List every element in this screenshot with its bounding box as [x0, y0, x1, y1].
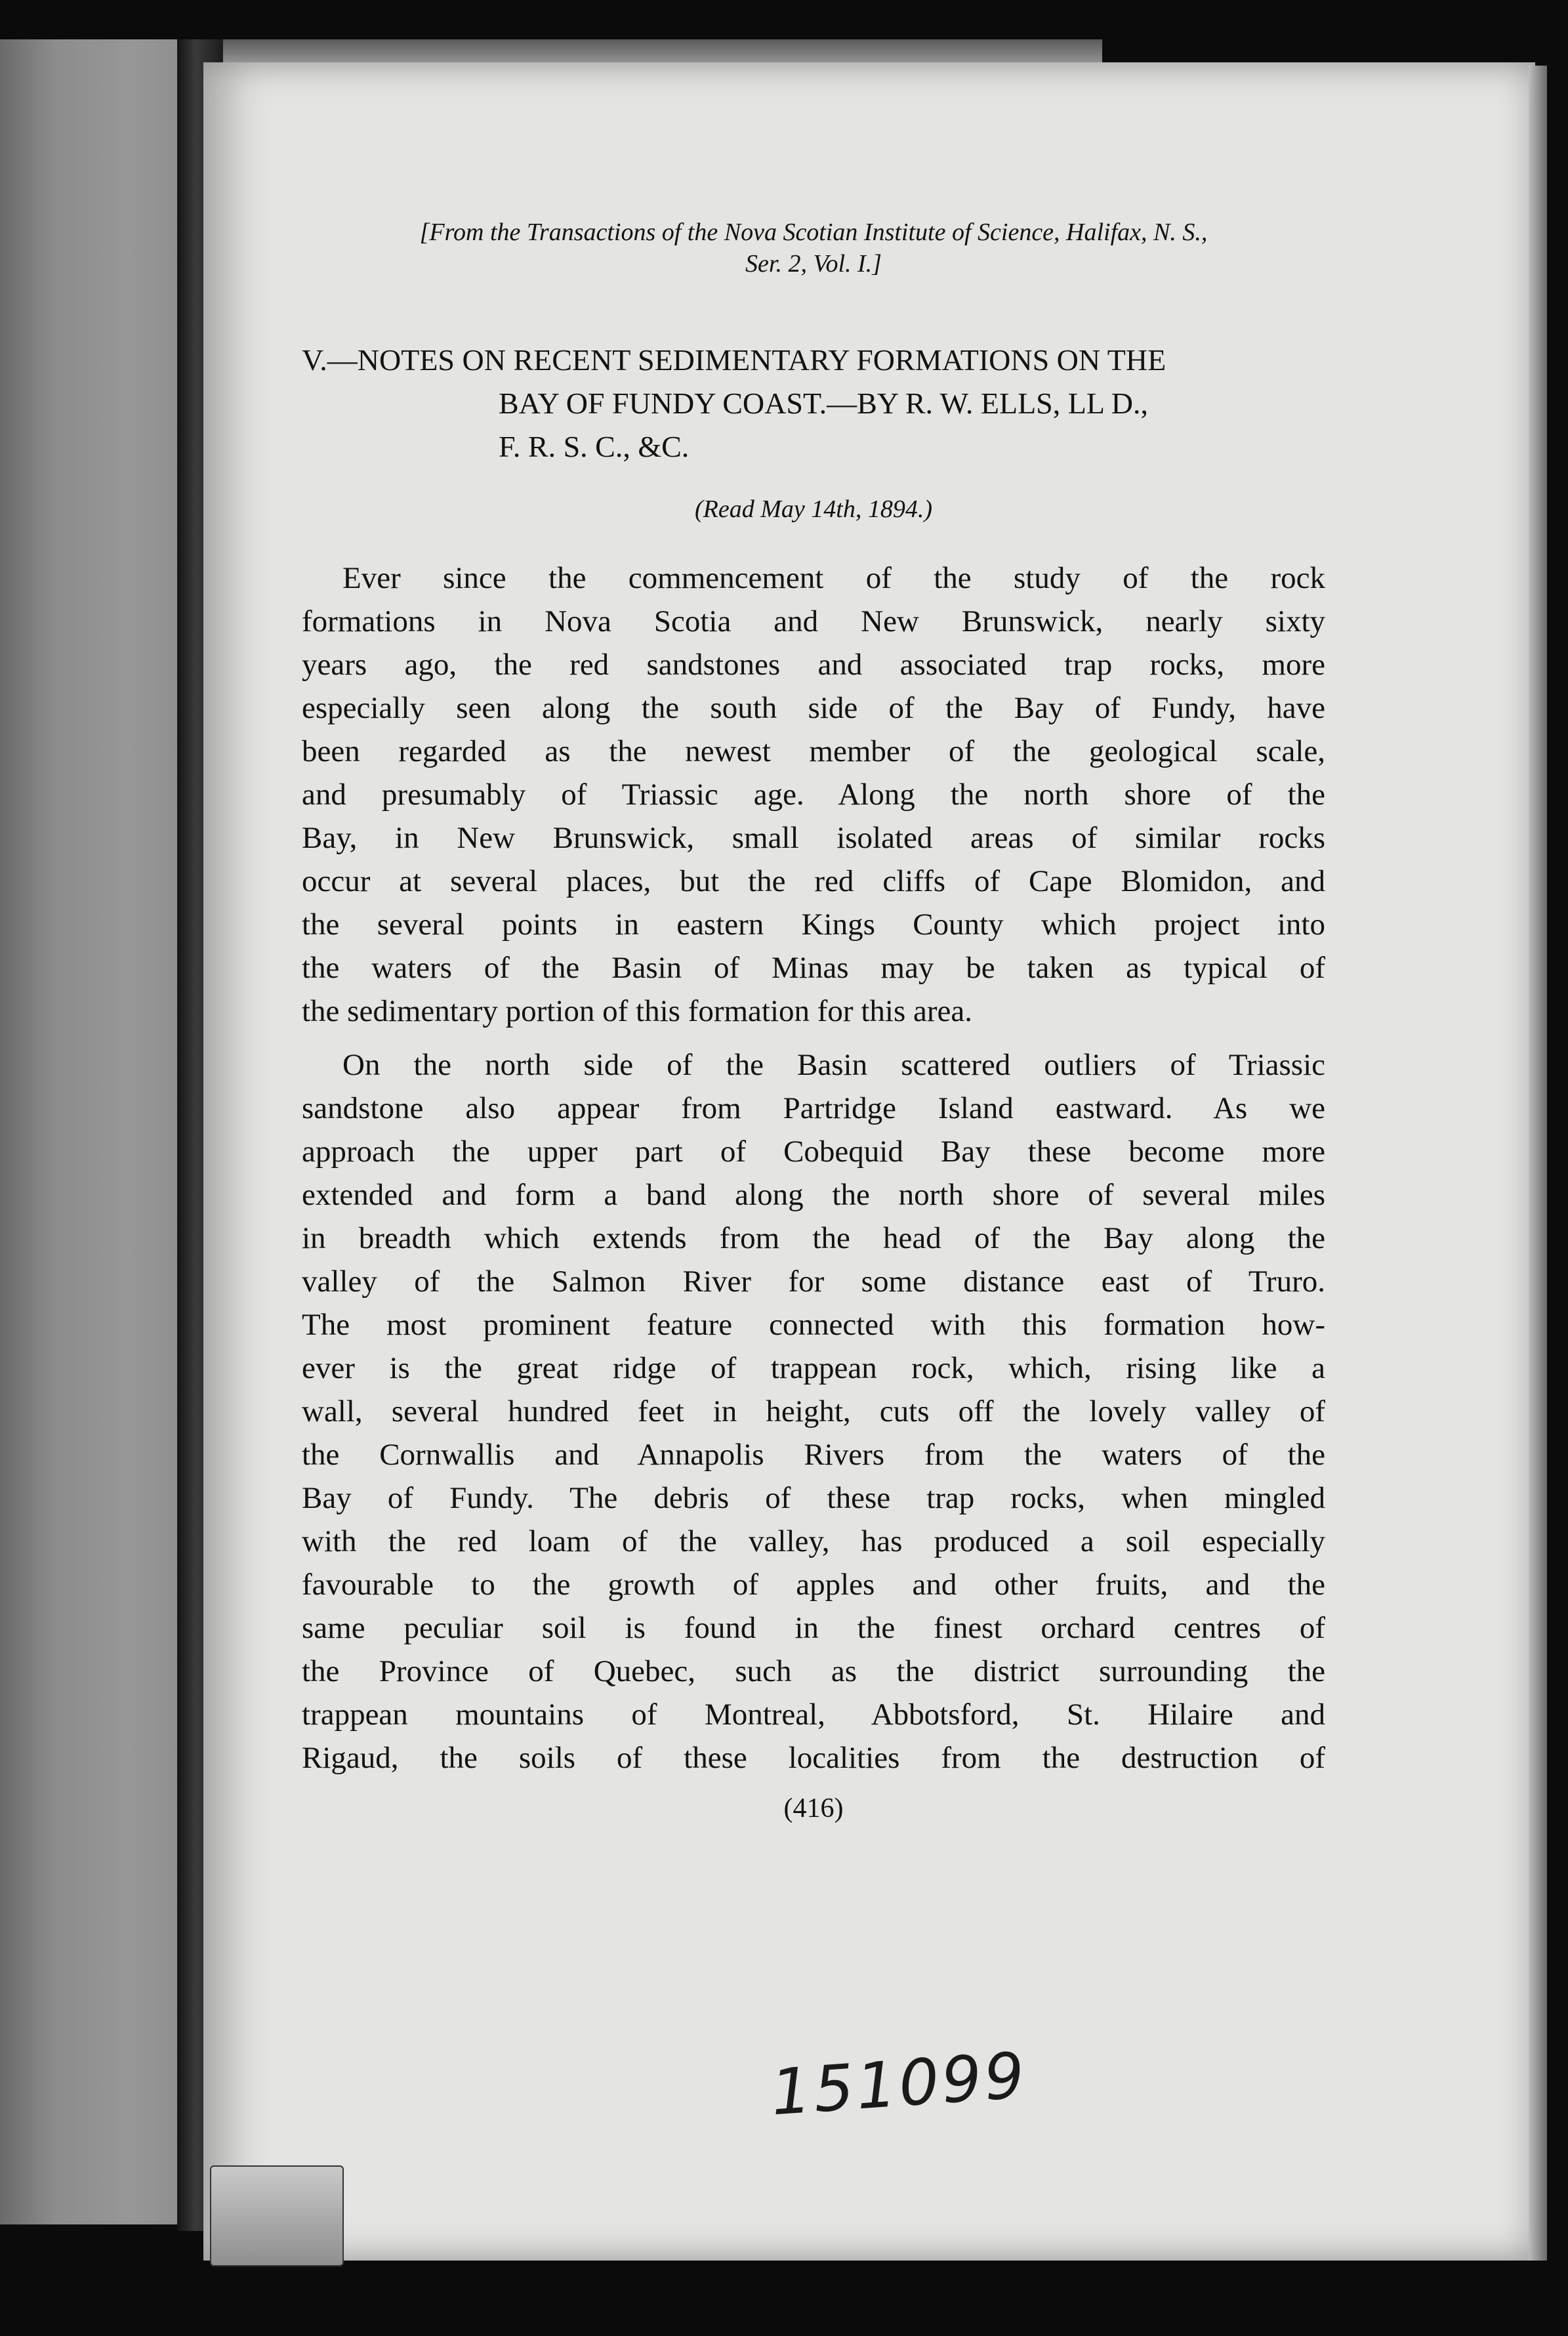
text-line: and presumably of Triassic age. Along the north shore of the [302, 778, 1325, 812]
text-line: the Province of Quebec, such as the district surrounding the [302, 1654, 1325, 1688]
text-line: especially seen along the south side of the Bay of Fundy, have [302, 691, 1325, 725]
text-line: in breadth which extends from the head of the Bay along the [302, 1221, 1325, 1255]
text-line: trappean mountains of Montreal, Abbotsford, St. Hilaire and [302, 1698, 1325, 1732]
title-line-3: F. R. S. C., &C. [499, 430, 690, 463]
title-line-1: V.—NOTES ON RECENT SEDIMENTARY FORMATIONS ON THE [302, 343, 1166, 377]
text-line: Bay, in New Brunswick, small isolated areas of similar rocks [302, 821, 1325, 855]
text-line: Rigaud, the soils of these localities from the destruction of [302, 1741, 1325, 1775]
text-line: same peculiar soil is found in the finest orchard centres of [302, 1611, 1325, 1645]
text-line: The most prominent feature connected with this formation how- [302, 1308, 1325, 1342]
source-note-line-2: Ser. 2, Vol. I.] [745, 250, 882, 278]
text-line: formations in Nova Scotia and New Brunswick, nearly sixty [302, 604, 1325, 638]
text-line: years ago, the red sandstones and associated trap rocks, more [302, 648, 1325, 682]
title-line-2: BAY OF FUNDY COAST.—BY R. W. ELLS, LL D., [499, 386, 1148, 420]
text-line: the sedimentary portion of this formation for this area. [302, 994, 972, 1028]
text-line: valley of the Salmon River for some distance east of Truro. [302, 1264, 1325, 1299]
source-note [302, 217, 1325, 280]
text-line: with the red loam of the valley, has produced a soil especially [302, 1524, 1325, 1558]
article-title [302, 339, 1325, 469]
text-line: the waters of the Basin of Minas may be taken as typical of [302, 951, 1325, 985]
text-line: favourable to the growth of apples and other fruits, and the [302, 1568, 1325, 1602]
text-line: extended and form a band along the north shore of several miles [302, 1178, 1325, 1212]
page-number: (416) [783, 1793, 844, 1824]
source-note-line-1: [From the Transactions of the Nova Scotian Institute of Science, Halifax, N. S., [419, 219, 1208, 246]
text-line: the several points in eastern Kings County which project into [302, 907, 1325, 942]
page-right-edge [1529, 66, 1547, 2261]
text-line: On the north side of the Basin scattered outliers of Triassic [342, 1048, 1325, 1082]
paragraph-2 [302, 1043, 1325, 1780]
page-corner-tab [210, 2165, 344, 2266]
read-date: (Read May 14th, 1894.) [695, 495, 932, 523]
text-line: sandstone also appear from Partridge Island eastward. As we [302, 1091, 1325, 1125]
text-line: occur at several places, but the red cliffs of Cape Blomidon, and [302, 864, 1325, 898]
text-line: Ever since the commencement of the study of the rock [342, 561, 1325, 595]
text-line: approach the upper part of Cobequid Bay these become more [302, 1135, 1325, 1169]
text-line: been regarded as the newest member of the geological scale, [302, 734, 1325, 768]
page-content [302, 217, 1325, 1824]
handwritten-number: 151099 [768, 2038, 1029, 2130]
text-line: wall, several hundred feet in height, cuts off the lovely valley of [302, 1394, 1325, 1429]
text-line: Bay of Fundy. The debris of these trap rocks, when mingled [302, 1481, 1325, 1515]
text-line: the Cornwallis and Annapolis Rivers from the waters of the [302, 1438, 1325, 1472]
text-line: ever is the great ridge of trappean rock, which, rising like a [302, 1351, 1325, 1385]
paragraph-1 [302, 556, 1325, 1033]
